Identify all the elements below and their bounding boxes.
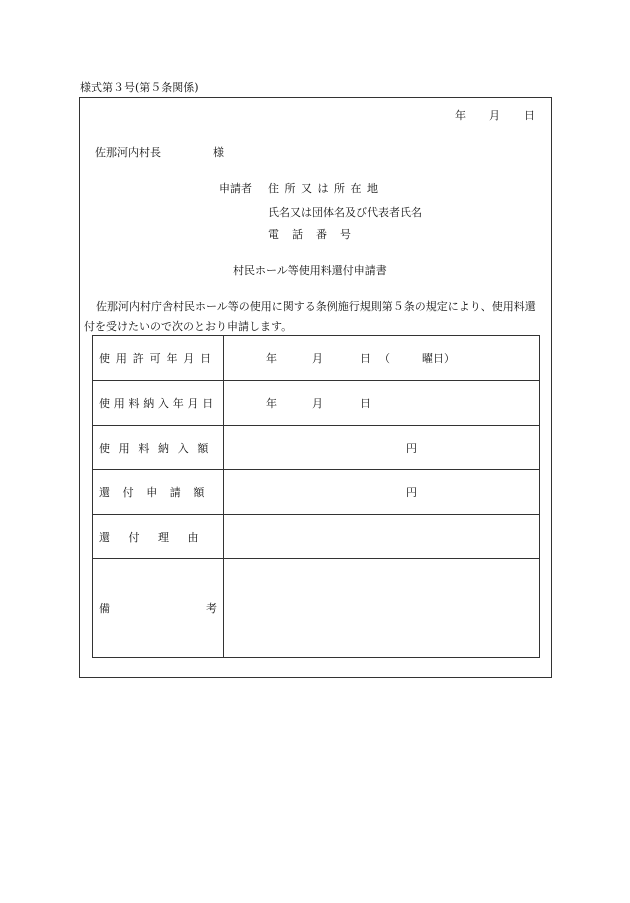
permit-date-day: 日: [360, 352, 371, 365]
value-refund-reason[interactable]: [224, 515, 540, 559]
applicant-phone-label: 電 話 番 号: [268, 228, 352, 241]
date-year: 年: [455, 109, 466, 122]
table-row: [93, 426, 540, 470]
value-refund-amount[interactable]: [224, 470, 540, 515]
value-remarks[interactable]: [224, 559, 540, 658]
value-paid-amount[interactable]: [224, 426, 540, 470]
paid-amount-yen: 円: [406, 441, 417, 455]
form-number-label: 様式第３号(第５条関係): [80, 81, 199, 94]
payment-date-month: 月: [312, 397, 323, 410]
addressee-honorific: 様: [213, 146, 224, 159]
applicant-address-label: 住 所 又 は 所 在 地: [268, 182, 379, 195]
permit-date-year: 年: [266, 352, 277, 365]
table-row: [93, 470, 540, 515]
permit-date-weekday: 曜日）: [422, 352, 455, 365]
application-statement: 佐那河内村庁舎村民ホール等の使用に関する条例施行規則第５条の規定により、使用料還付を受けたいので次のとおり申請します。: [84, 300, 536, 333]
document-title: 村民ホール等使用料還付申請書: [233, 264, 387, 277]
payment-date-year: 年: [266, 397, 277, 410]
label-permit-date: [93, 336, 224, 381]
application-table: [92, 335, 540, 658]
row-label: 使 用 許 可 年 月 日: [99, 352, 212, 365]
label-refund-reason: [93, 515, 224, 559]
date-month: 月: [489, 109, 500, 122]
label-payment-date: [93, 381, 224, 426]
permit-date-paren: （: [379, 352, 390, 365]
label-refund-amount: [93, 470, 224, 515]
row-label: 使 用 料 納 入 年 月 日: [99, 397, 214, 410]
applicant-label: 申請者: [219, 182, 252, 195]
permit-date-month: 月: [312, 352, 323, 365]
payment-date-day: 日: [360, 397, 371, 410]
addressee-name: 佐那河内村長: [95, 146, 161, 159]
label-paid-amount: [93, 426, 224, 470]
date-day: 日: [524, 109, 535, 122]
refund-amount-yen: 円: [406, 486, 417, 499]
table-row: [93, 515, 540, 559]
table-row: [93, 559, 540, 658]
value-permit-date[interactable]: [224, 336, 540, 381]
row-label: 還 付 理 由: [99, 530, 199, 544]
remarks-label-right: 考: [206, 602, 217, 615]
row-label: 還 付 申 請 額: [99, 486, 205, 499]
applicant-name-label: 氏名又は団体名及び代表者氏名: [268, 206, 422, 219]
table-row: [93, 336, 540, 381]
remarks-label-left: 備: [99, 602, 110, 615]
table-row: [93, 381, 540, 426]
value-payment-date[interactable]: [224, 381, 540, 426]
row-label: 使 用 料 納 入 額: [99, 441, 209, 455]
label-remarks: [93, 559, 224, 658]
